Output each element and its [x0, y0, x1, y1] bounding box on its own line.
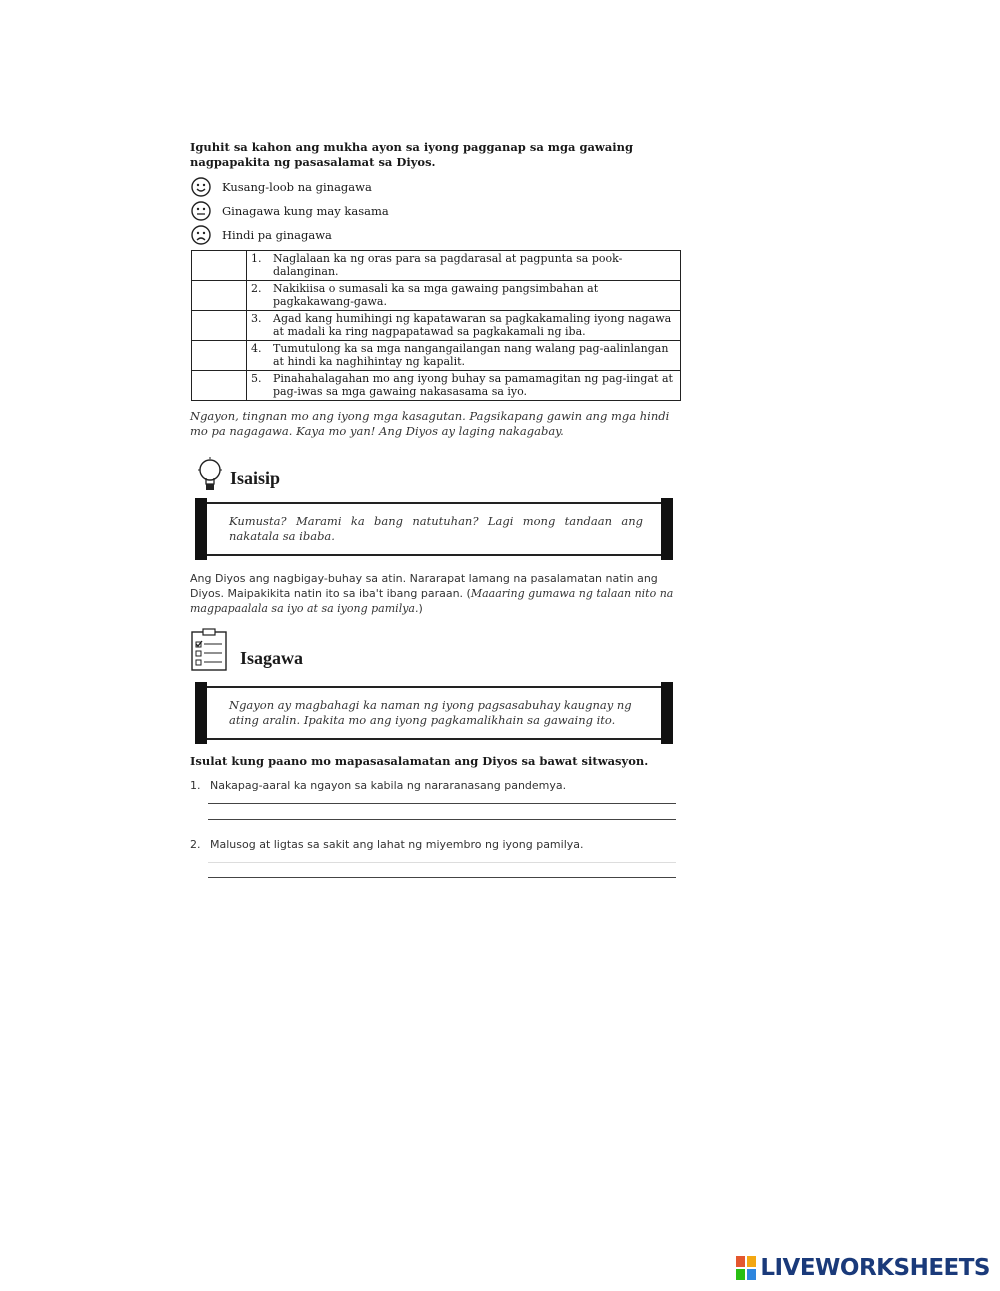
section-title-isagawa: Isagawa — [240, 648, 304, 668]
scroll-text: Ngayon ay magbahagi ka naman ng iyong pagsasabuhay kaugnay ng ating aralin. Ipakita mo ang iyong pagkamalikhain sa gawaing ito. — [229, 698, 632, 727]
legend-item-neutral — [190, 200, 389, 222]
answer-box[interactable] — [192, 281, 247, 311]
answer-line[interactable] — [208, 803, 676, 804]
answer-box[interactable] — [192, 371, 247, 401]
neutral-face-icon — [190, 200, 212, 222]
item-number: 1. — [251, 252, 262, 265]
liveworksheets-logo-icon — [735, 1255, 757, 1281]
item-text: Nakikiisa o sumasali ka sa mga gawaing pangsimbahan at pagkakawang-gawa. — [273, 282, 599, 308]
legend-label: Hindi pa ginagawa — [222, 228, 332, 242]
scroll-rod-left — [195, 682, 207, 744]
table-row — [192, 251, 681, 281]
paragraph-text: Ang Diyos ang nagbigay-buhay sa atin. Nararapat lamang na pasalamatan natin ang Diyos. Maipakikita natin ito sa iba't ibang paraan. ( — [190, 572, 658, 600]
liveworksheets-brand — [735, 1255, 990, 1281]
legend-label: Kusang-loob na ginagawa — [222, 180, 372, 194]
legend-item-sad — [190, 224, 332, 246]
isagawa-scroll-banner — [195, 686, 673, 740]
item-text: Tumutulong ka sa mga nangangailangan nang walang pag-aalinlangan at hindi ka naghihintay ng kapalit. — [273, 342, 669, 368]
section-title-isaisip: Isaisip — [230, 468, 281, 488]
clipboard-checklist-icon — [190, 628, 230, 672]
item-number: 3. — [251, 312, 262, 325]
table-row — [192, 281, 681, 311]
scroll-rod-left — [195, 498, 207, 560]
lightbulb-icon — [195, 456, 225, 494]
table-row — [192, 311, 681, 341]
item-text: Naglalaan ka ng oras para sa pagdarasal at pagpunta sa pook-dalanginan. — [273, 252, 623, 278]
scroll-rod-right — [661, 498, 673, 560]
writing-task-instruction: Isulat kung paano mo mapasasalamatan ang Diyos sa bawat sitwasyon. — [190, 754, 649, 768]
question-item — [190, 838, 584, 851]
activity-instruction: Iguhit sa kahon ang mukha ayon sa iyong pagganap sa mga gawaing nagpapakita ng pasasalamat sa Diyos. — [190, 140, 634, 169]
table-row — [192, 371, 681, 401]
paragraph-italic: Maaaring gumawa ng talaan nito na magpapaalala sa iyo at sa iyong pamilya. — [190, 587, 674, 615]
reflection-note: Ngayon, tingnan mo ang iyong mga kasagutan. Pagsikapang gawin ang mga hindi mo pa nagagawa. Kaya mo yan! Ang Diyos ay laging nakagabay. — [190, 409, 670, 438]
answer-box[interactable] — [192, 251, 247, 281]
answer-box[interactable] — [192, 311, 247, 341]
paragraph-close: ) — [418, 602, 423, 615]
legend-item-smiley — [190, 176, 372, 198]
task-table — [191, 250, 681, 401]
brand-name: LIVEWORKSHEETS — [760, 1255, 990, 1281]
scroll-text: Kumusta? Marami ka bang natutuhan? Lagi mong tandaan ang nakatala sa ibaba. — [229, 514, 643, 543]
question-text: Nakapag-aaral ka ngayon sa kabila ng nararanasang pandemya. — [210, 779, 567, 792]
item-number: 4. — [251, 342, 262, 355]
answer-box[interactable] — [192, 341, 247, 371]
smiley-face-icon — [190, 176, 212, 198]
item-text: Agad kang humihingi ng kapatawaran sa pagkakamaling iyong nagawa at madali ka ring nagpapatawad sa pagkakamali ng iba. — [273, 312, 672, 338]
item-number: 2. — [251, 282, 262, 295]
answer-line[interactable] — [208, 877, 676, 878]
body-paragraph — [190, 571, 685, 616]
item-number: 5. — [251, 372, 262, 385]
isaisip-scroll-banner — [195, 502, 673, 556]
answer-line[interactable] — [208, 819, 676, 820]
question-number: 2. — [190, 838, 201, 851]
table-row — [192, 341, 681, 371]
legend-label: Ginagawa kung may kasama — [222, 204, 389, 218]
scroll-rod-right — [661, 682, 673, 744]
question-text: Malusog at ligtas sa sakit ang lahat ng miyembro ng iyong pamilya. — [210, 838, 584, 851]
question-item — [190, 779, 566, 792]
answer-line[interactable] — [208, 862, 676, 863]
item-text: Pinahahalagahan mo ang iyong buhay sa pamamagitan ng pag-iingat at pag-iwas sa mga gawaing nakasasama sa iyo. — [273, 372, 673, 398]
question-number: 1. — [190, 779, 201, 792]
sad-face-icon — [190, 224, 212, 246]
